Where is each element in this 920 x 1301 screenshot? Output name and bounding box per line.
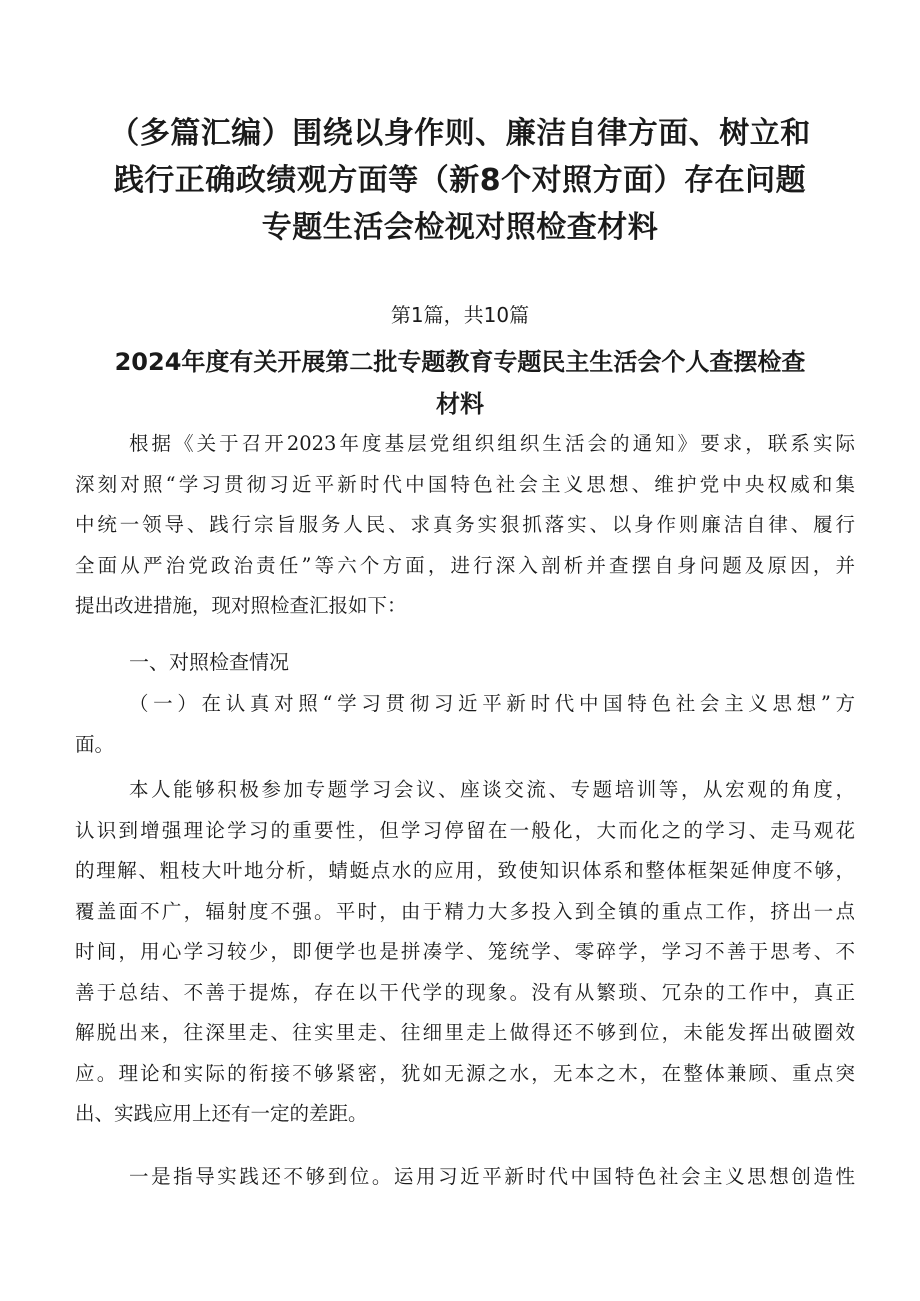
- subsection-heading: [75, 684, 855, 765]
- paragraph-line: 的理解、粗枝大叶地分析，蜻蜓点水的应用，致使知识体系和整体框架延伸度不够，: [75, 859, 855, 882]
- paragraph-line: 解脱出来，往深里走、往实里走、往细里走上做得还不够到位，未能发挥出破圈效: [75, 1021, 855, 1044]
- paragraph-line: 本人能够积极参加专题学习会议、座谈交流、专题培训等，从宏观的角度，: [129, 778, 855, 801]
- document-title-line: 践行正确政绩观方面等（新8个对照方面）存在问题: [113, 163, 807, 198]
- article-title: [80, 341, 840, 425]
- paragraph-line: 提出改进措施，现对照检查汇报如下：: [75, 594, 407, 617]
- document-title-line: （多篇汇编）围绕以身作则、廉洁自律方面、树立和: [109, 116, 811, 151]
- section-heading: 一、对照检查情况: [129, 650, 289, 674]
- paragraph-line: 认识到增强理论学习的重要性，但学习停留在一般化，大而化之的学习、走马观花: [75, 818, 855, 842]
- paragraph-line: 应。理论和实际的衔接不够紧密，犹如无源之水，无本之木，在整体兼顾、重点突: [75, 1061, 855, 1085]
- paragraph-line: 面。: [75, 732, 115, 756]
- document-title: [60, 110, 860, 251]
- article-title-line: 2024年度有关开展第二批专题教育专题民主生活会个人查摆检查: [114, 348, 806, 376]
- paragraph-line: 中统一领导、践行宗旨服务人民、求真务实狠抓落实、以身作则廉洁自律、履行: [75, 513, 855, 536]
- paragraph-line: 全面从严治党政治责任”等六个方面，进行深入剖析并查摆自身问题及原因，并: [75, 553, 855, 577]
- paragraph-line: 出、实践应用上还有一定的差距。: [75, 1102, 368, 1125]
- body-paragraph: [75, 770, 855, 1135]
- article-counter: 第1篇，共10篇: [390, 303, 530, 327]
- paragraph-line: 覆盖面不广，辐射度不强。平时，由于精力大多投入到全镇的重点工作，挤出一点: [75, 899, 855, 923]
- paragraph-line: 根据《关于召开2023年度基层党组织组织生活会的通知》要求，联系实际: [129, 432, 855, 455]
- paragraph-line: 善于总结、不善于提炼，存在以干代学的现象。没有从繁琐、冗杂的工作中，真正: [75, 980, 855, 1004]
- paragraph-line: 深刻对照“学习贯彻习近平新时代中国特色社会主义思想、维护党中央权威和集: [75, 472, 855, 496]
- paragraph-line: 时间，用心学习较少，即便学也是拼凑学、笼统学、零碎学，学习不善于思考、不: [75, 940, 855, 963]
- intro-paragraph: [75, 424, 855, 627]
- paragraph-line: 一是指导实践还不够到位。运用习近平新时代中国特色社会主义思想创造性: [129, 1165, 855, 1188]
- document-title-line: 专题生活会检视对照检查材料: [261, 210, 659, 245]
- paragraph-line: （一）在认真对照“学习贯彻习近平新时代中国特色社会主义思想”方: [129, 692, 855, 715]
- point-paragraph: [75, 1157, 855, 1198]
- article-title-line: 材料: [436, 390, 484, 418]
